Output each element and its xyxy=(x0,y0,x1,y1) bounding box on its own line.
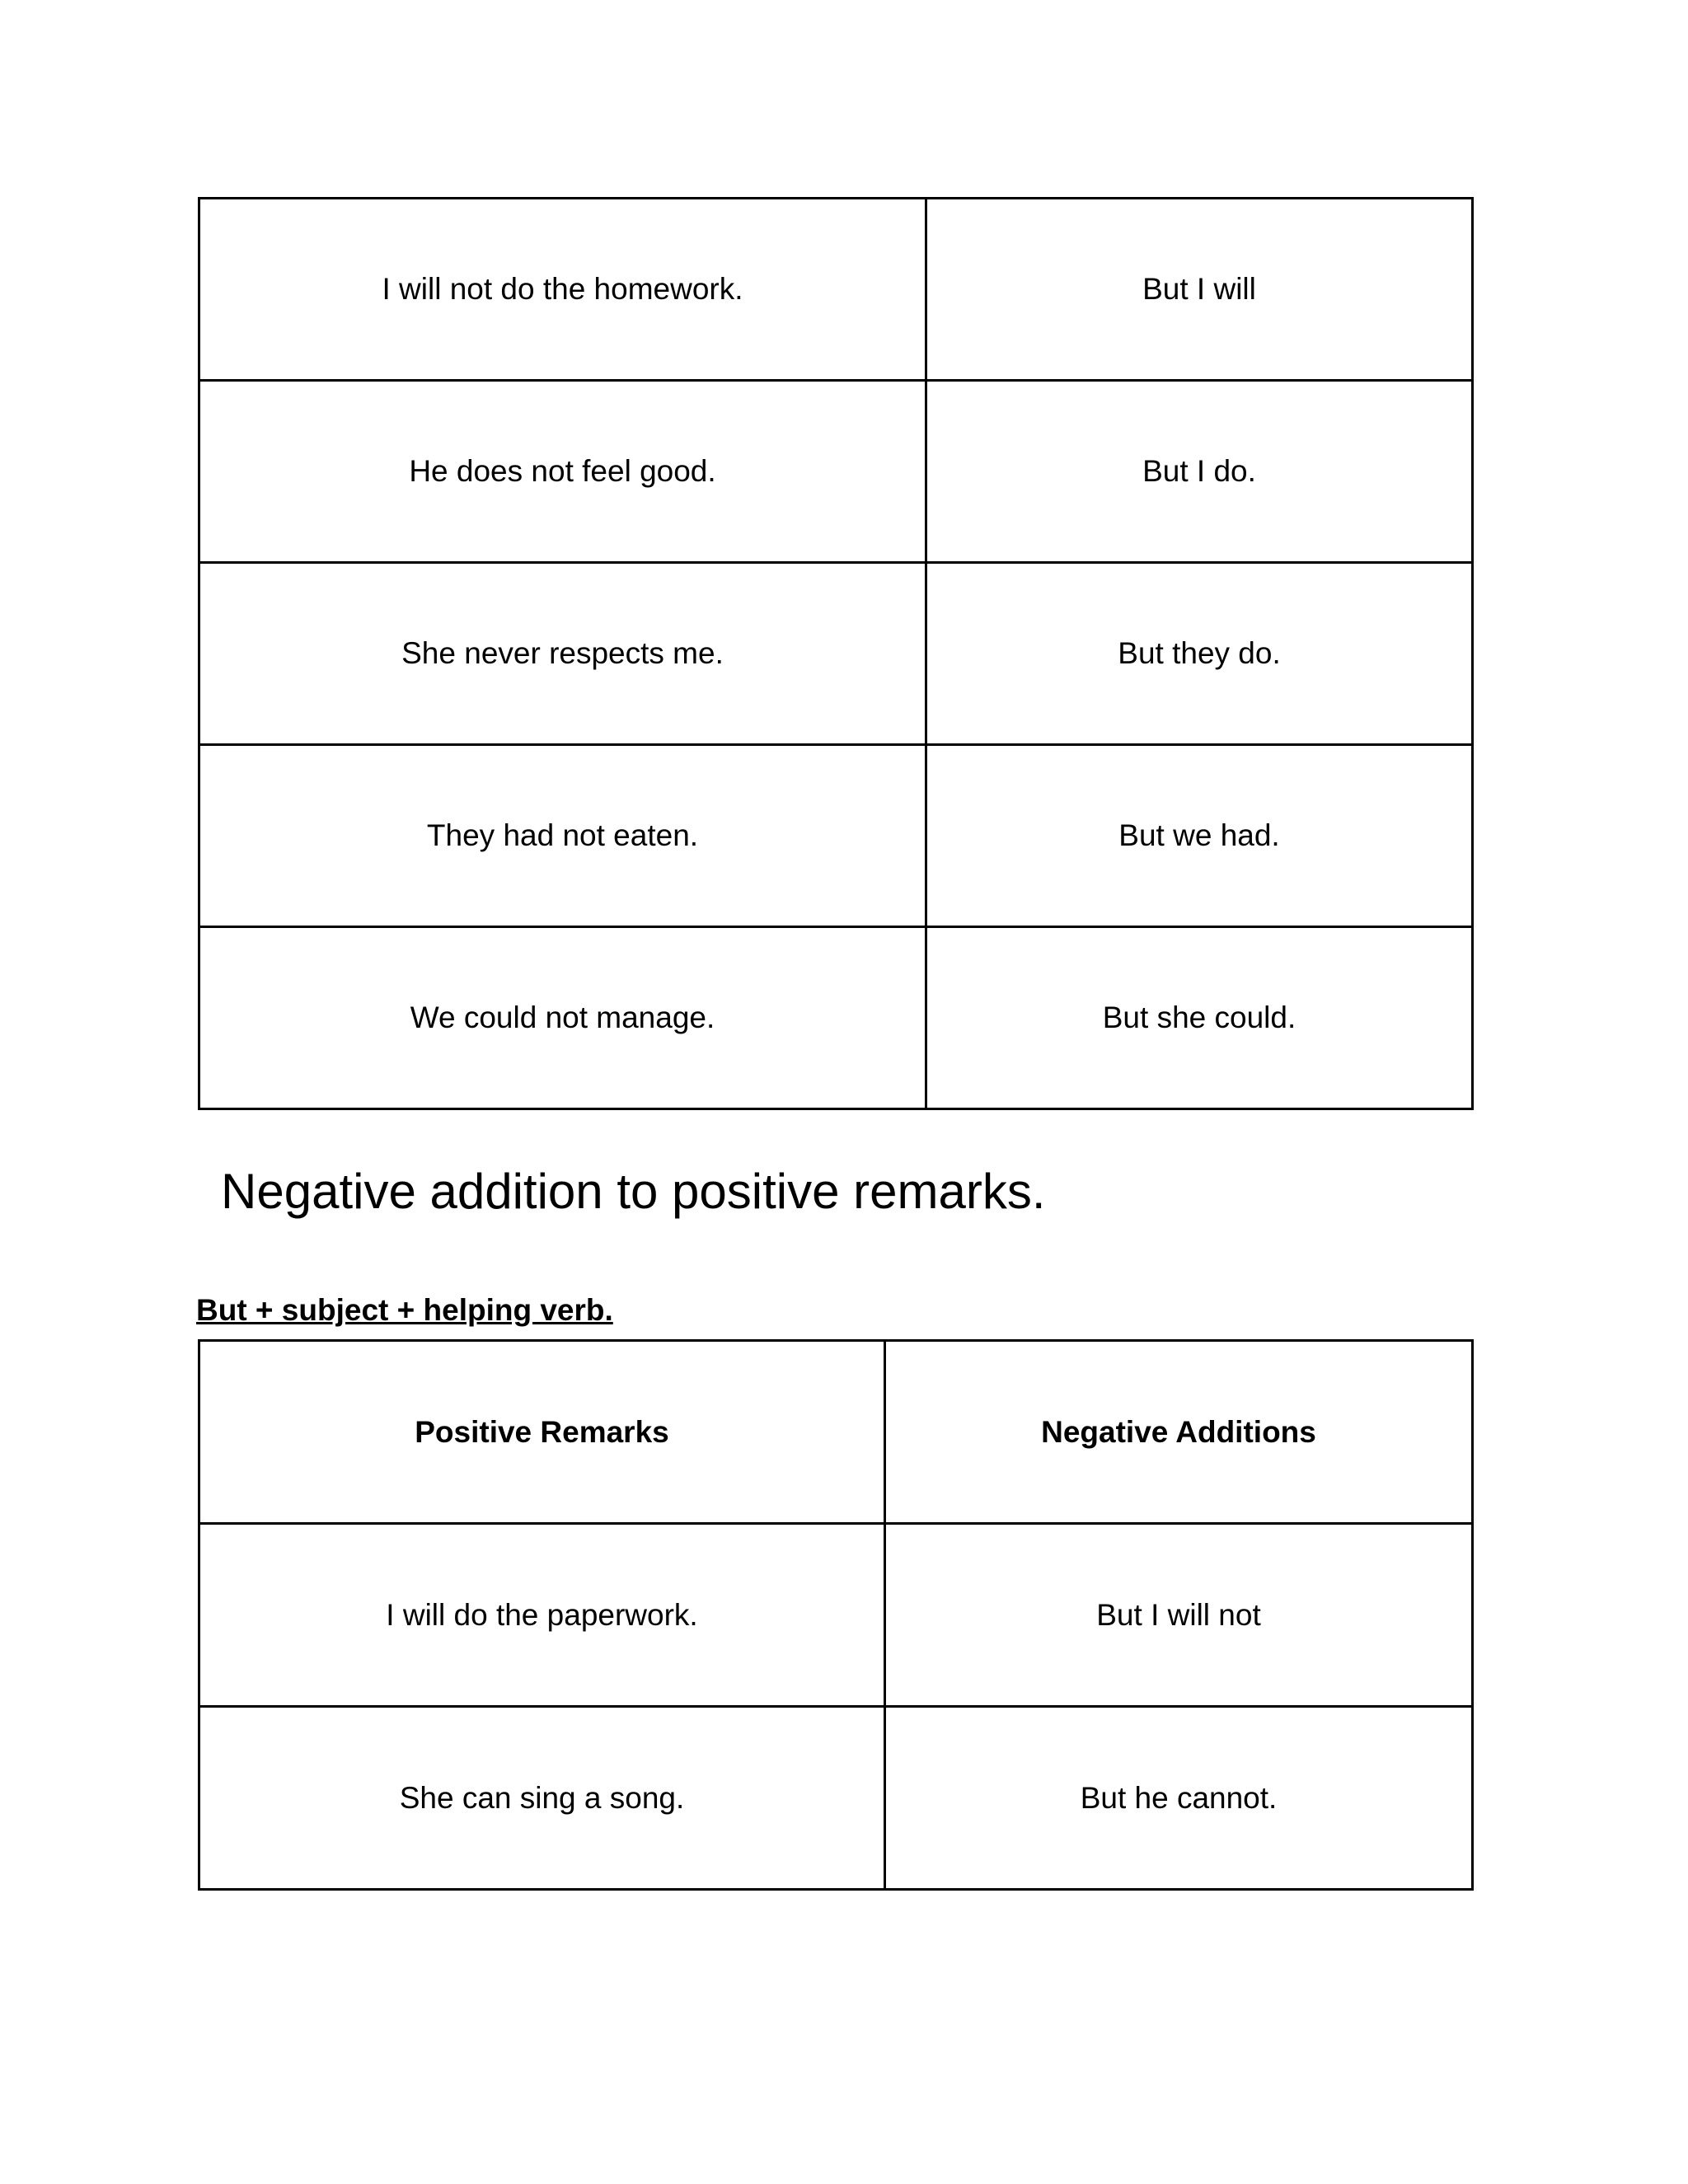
table-row xyxy=(199,199,1473,381)
grammar-formula: But + subject + helping verb. xyxy=(196,1293,613,1327)
negative-remark-cell: I will not do the homework. xyxy=(199,199,926,381)
table-header-row xyxy=(199,1341,1473,1524)
negative-remark-cell: We could not manage. xyxy=(199,927,926,1109)
table-row xyxy=(199,563,1473,745)
section-heading: Negative addition to positive remarks. xyxy=(221,1164,1046,1219)
negative-addition-cell: But I will not xyxy=(885,1524,1473,1707)
negative-remarks-table xyxy=(198,197,1474,1110)
negative-addition-cell: But he cannot. xyxy=(885,1707,1473,1890)
table-row xyxy=(199,1524,1473,1707)
negative-remark-cell: He does not feel good. xyxy=(199,381,926,563)
table-row xyxy=(199,381,1473,563)
positive-addition-cell: But we had. xyxy=(926,745,1473,927)
negative-remark-cell: They had not eaten. xyxy=(199,745,926,927)
positive-addition-cell: But they do. xyxy=(926,563,1473,745)
positive-addition-cell: But I will xyxy=(926,199,1473,381)
negative-remark-cell: She never respects me. xyxy=(199,563,926,745)
positive-addition-cell: But she could. xyxy=(926,927,1473,1109)
table-row xyxy=(199,1707,1473,1890)
table-row xyxy=(199,927,1473,1109)
column-header-positive-remarks: Positive Remarks xyxy=(199,1341,885,1524)
positive-addition-cell: But I do. xyxy=(926,381,1473,563)
positive-remark-cell: She can sing a song. xyxy=(199,1707,885,1890)
positive-remarks-table xyxy=(198,1339,1474,1891)
positive-remark-cell: I will do the paperwork. xyxy=(199,1524,885,1707)
table-row xyxy=(199,745,1473,927)
column-header-negative-additions: Negative Additions xyxy=(885,1341,1473,1524)
